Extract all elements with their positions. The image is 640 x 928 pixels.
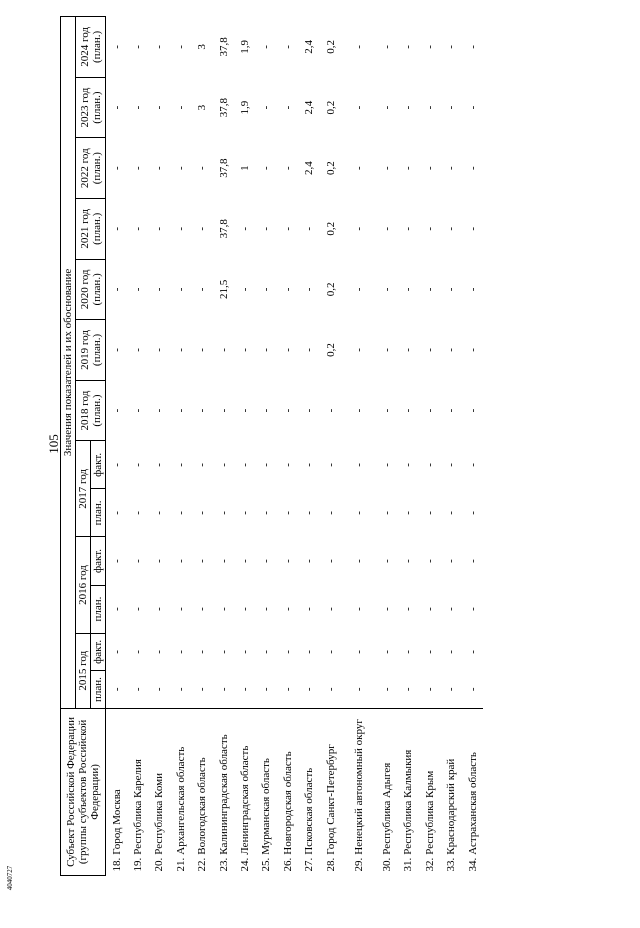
row-subject-name: Республика Крым: [419, 708, 440, 856]
row-value: 37,8: [217, 219, 230, 239]
row-value: 0,2: [324, 221, 337, 236]
row-index: 21.: [174, 857, 187, 872]
row-value: -: [174, 559, 187, 563]
row-value: -: [110, 166, 123, 171]
row-value: -: [174, 511, 187, 515]
row-value: -: [132, 348, 145, 352]
row-value: 1,9: [239, 40, 252, 54]
row-value: -: [402, 408, 415, 413]
row-value: -: [281, 511, 294, 515]
row-value: -: [303, 226, 316, 231]
row-index: 30.: [380, 857, 393, 872]
row-value: -: [132, 105, 145, 110]
row-value: -: [466, 607, 479, 611]
table-row: [462, 17, 483, 876]
row-value: -: [380, 559, 393, 563]
row-value: -: [445, 348, 458, 352]
row-value: -: [132, 511, 145, 515]
row-value: -: [324, 687, 337, 692]
header-plan-year: 2020 год (план.): [76, 259, 106, 320]
row-value: -: [380, 408, 393, 413]
row-value: -: [196, 287, 209, 292]
row-value: -: [132, 650, 145, 654]
row-value: -: [281, 45, 294, 49]
row-value: 3: [196, 44, 209, 50]
row-value: -: [303, 348, 316, 352]
row-value: -: [174, 650, 187, 654]
header-sub-plan: план.: [91, 671, 106, 709]
row-value: -: [466, 511, 479, 515]
table-row: [256, 17, 277, 876]
row-value: -: [380, 511, 393, 515]
row-value: 2,4: [303, 100, 316, 115]
table-row: [127, 17, 148, 876]
row-value: -: [466, 687, 479, 692]
row-value: -: [260, 45, 273, 49]
row-value: -: [174, 408, 187, 413]
row-value: -: [174, 226, 187, 231]
row-value: -: [352, 650, 365, 654]
row-value: -: [281, 226, 294, 231]
row-value: -: [402, 650, 415, 654]
row-value: -: [423, 105, 436, 110]
row-value: -: [174, 348, 187, 352]
row-value: -: [402, 166, 415, 171]
row-subject-name: Ненецкий автономный округ: [341, 708, 376, 856]
table-row: [213, 17, 234, 876]
header-year: 2016 год: [76, 537, 91, 633]
row-index: 26.: [281, 857, 294, 872]
row-value: -: [132, 287, 145, 292]
row-value: -: [110, 511, 123, 515]
table-row: [299, 17, 320, 876]
row-value: -: [217, 559, 230, 563]
row-value: -: [445, 45, 458, 49]
row-value: -: [402, 687, 415, 692]
row-value: -: [352, 463, 365, 467]
row-value: -: [423, 226, 436, 231]
table-row: [234, 17, 255, 876]
row-value: -: [466, 45, 479, 49]
row-subject-name: Город Москва: [106, 708, 128, 856]
row-value: -: [281, 687, 294, 692]
row-value: -: [303, 463, 316, 467]
row-subject-name: Республика Адыгея: [376, 708, 397, 856]
row-value: -: [110, 463, 123, 467]
table-row: [398, 17, 419, 876]
row-value: -: [352, 166, 365, 171]
row-value: -: [110, 408, 123, 413]
row-value: -: [260, 287, 273, 292]
table-row: [341, 17, 376, 876]
row-value: -: [196, 226, 209, 231]
row-value: -: [380, 348, 393, 352]
row-subject-name: Архангельская область: [170, 708, 191, 856]
header-sub-plan: план.: [91, 585, 106, 633]
row-value: -: [402, 287, 415, 292]
header-plan-year: 2021 год (план.): [76, 198, 106, 259]
row-value: -: [217, 687, 230, 692]
row-value: 0,2: [324, 161, 337, 176]
row-value: -: [423, 687, 436, 692]
row-value: -: [196, 511, 209, 515]
row-value: -: [466, 287, 479, 292]
header-plan-year: 2023 год (план.): [76, 77, 106, 138]
row-index: 27.: [303, 857, 316, 872]
row-value: -: [380, 607, 393, 611]
row-value: -: [217, 463, 230, 467]
row-value: -: [174, 463, 187, 467]
row-value: -: [303, 511, 316, 515]
row-subject-name: Краснодарский край: [440, 708, 461, 856]
row-value: -: [217, 511, 230, 515]
row-value: -: [423, 45, 436, 49]
row-value: -: [402, 348, 415, 352]
row-value: -: [281, 650, 294, 654]
row-value: -: [352, 511, 365, 515]
row-value: -: [260, 463, 273, 467]
row-value: -: [466, 650, 479, 654]
row-value: 0,2: [324, 282, 337, 297]
row-value: -: [380, 287, 393, 292]
row-value: -: [324, 559, 337, 563]
row-subject-name: Республика Коми: [149, 708, 170, 856]
table-row: [192, 17, 213, 876]
row-value: -: [445, 166, 458, 171]
row-value: -: [153, 408, 166, 413]
row-value: -: [324, 607, 337, 611]
row-value: -: [239, 607, 252, 611]
row-subject-name: Мурманская область: [256, 708, 277, 856]
row-subject-name: Калининградская область: [213, 708, 234, 856]
row-value: -: [110, 650, 123, 654]
row-value: -: [445, 287, 458, 292]
row-value: -: [153, 348, 166, 352]
row-value: -: [445, 105, 458, 110]
header-sub-fact: факт.: [91, 441, 106, 489]
row-value: -: [260, 105, 273, 110]
row-value: 37,8: [217, 158, 230, 178]
rotated-table-container: [60, 16, 520, 876]
row-subject-name: Республика Карелия: [127, 708, 148, 856]
row-value: -: [153, 105, 166, 110]
row-value: -: [196, 348, 209, 352]
row-value: -: [260, 408, 273, 413]
row-value: -: [466, 408, 479, 413]
row-value: -: [281, 408, 294, 413]
row-value: -: [239, 226, 252, 231]
row-value: -: [153, 463, 166, 467]
row-value: -: [281, 348, 294, 352]
row-value: 0,2: [324, 100, 337, 115]
header-plan-year: 2018 год (план.): [76, 380, 106, 441]
row-value: -: [402, 45, 415, 49]
row-value: -: [402, 607, 415, 611]
row-value: -: [423, 607, 436, 611]
row-value: -: [196, 607, 209, 611]
row-value: -: [352, 348, 365, 352]
row-value: -: [153, 607, 166, 611]
header-sub-fact: факт.: [91, 537, 106, 585]
table-row: [170, 17, 191, 876]
row-value: -: [324, 511, 337, 515]
row-value: -: [423, 559, 436, 563]
row-value: -: [423, 463, 436, 467]
row-value: -: [445, 408, 458, 413]
row-value: -: [380, 687, 393, 692]
row-subject-name: Новгородская область: [277, 708, 298, 856]
indicator-table: [60, 16, 483, 876]
row-value: -: [110, 559, 123, 563]
row-value: 37,8: [217, 37, 230, 57]
header-year: 2015 год: [76, 633, 91, 708]
row-value: -: [239, 559, 252, 563]
row-value: -: [132, 45, 145, 49]
row-value: -: [423, 408, 436, 413]
row-value: -: [303, 607, 316, 611]
row-value: 21,5: [217, 279, 230, 299]
row-value: -: [466, 559, 479, 563]
table-header: [61, 17, 106, 876]
row-index: 25.: [260, 857, 273, 872]
row-value: 2,4: [303, 161, 316, 176]
row-subject-name: Республика Калмыкия: [398, 708, 419, 856]
row-value: -: [132, 166, 145, 171]
row-value: -: [174, 105, 187, 110]
row-value: -: [110, 105, 123, 110]
table-body: [106, 17, 484, 876]
row-value: -: [132, 607, 145, 611]
row-value: -: [281, 559, 294, 563]
row-value: -: [260, 511, 273, 515]
row-value: -: [352, 45, 365, 49]
row-value: -: [352, 607, 365, 611]
row-subject-name: Астраханская область: [462, 708, 483, 856]
row-value: -: [352, 408, 365, 413]
row-value: 1,9: [239, 100, 252, 115]
row-value: -: [153, 226, 166, 231]
row-value: 3: [196, 104, 209, 111]
row-value: 0,2: [324, 343, 337, 357]
row-value: -: [217, 607, 230, 611]
row-index: 24.: [239, 857, 252, 872]
row-value: -: [196, 650, 209, 654]
row-value: 2,4: [303, 40, 316, 54]
row-value: -: [402, 226, 415, 231]
row-value: -: [260, 226, 273, 231]
row-value: -: [260, 166, 273, 171]
row-value: -: [153, 511, 166, 515]
row-value: -: [196, 408, 209, 413]
row-value: -: [352, 559, 365, 563]
row-value: -: [174, 45, 187, 49]
row-value: -: [196, 166, 209, 171]
row-subject-name: Город Санкт-Петербург: [320, 708, 341, 856]
row-value: 37,8: [217, 97, 230, 118]
row-index: 31.: [402, 857, 415, 872]
row-value: -: [196, 559, 209, 563]
row-value: -: [174, 687, 187, 692]
row-value: -: [196, 687, 209, 692]
row-value: -: [132, 226, 145, 231]
row-value: -: [260, 607, 273, 611]
row-value: -: [239, 650, 252, 654]
row-value: -: [132, 559, 145, 563]
row-value: -: [239, 463, 252, 467]
table-row: [320, 17, 341, 876]
row-value: -: [466, 105, 479, 110]
row-value: -: [153, 687, 166, 692]
footer-code: 4040727: [6, 865, 14, 891]
row-value: -: [110, 287, 123, 292]
row-value: -: [217, 348, 230, 352]
row-value: -: [466, 463, 479, 467]
row-index: 28.: [324, 857, 337, 872]
table-row: [440, 17, 461, 876]
row-value: -: [239, 348, 252, 352]
row-value: -: [217, 650, 230, 654]
row-index: 19.: [132, 857, 145, 872]
row-value: -: [380, 226, 393, 231]
header-subject: Субъект Российской Федерации (группы субъектов Российской Федерации): [61, 708, 106, 875]
row-value: -: [110, 687, 123, 692]
row-subject-name: Вологодская область: [192, 708, 213, 856]
table-row: [419, 17, 440, 876]
row-value: -: [110, 45, 123, 49]
header-sub-plan: план.: [91, 489, 106, 537]
row-value: -: [132, 687, 145, 692]
row-value: -: [423, 166, 436, 171]
header-plan-year: 2024 год (план.): [76, 17, 106, 78]
row-subject-name: Псковская область: [299, 708, 320, 856]
row-value: -: [445, 511, 458, 515]
row-value: 1: [239, 165, 252, 171]
row-index: 33.: [445, 857, 458, 872]
row-value: -: [423, 348, 436, 352]
row-value: -: [352, 226, 365, 231]
row-value: -: [110, 226, 123, 231]
row-value: -: [445, 607, 458, 611]
row-value: -: [153, 45, 166, 49]
row-value: -: [239, 511, 252, 515]
row-value: -: [303, 650, 316, 654]
row-value: -: [402, 559, 415, 563]
row-value: -: [239, 687, 252, 692]
row-value: -: [324, 650, 337, 654]
row-value: -: [445, 226, 458, 231]
row-value: -: [445, 463, 458, 467]
row-value: -: [402, 463, 415, 467]
header-year: 2017 год: [76, 441, 91, 537]
row-value: -: [217, 408, 230, 413]
header-sub-fact: факт.: [91, 633, 106, 671]
table-row: [376, 17, 397, 876]
header-plan-year: 2019 год (план.): [76, 320, 106, 381]
row-value: -: [260, 650, 273, 654]
row-value: -: [153, 650, 166, 654]
row-value: -: [132, 463, 145, 467]
row-index: 20.: [153, 857, 166, 872]
row-value: -: [281, 607, 294, 611]
row-value: -: [445, 650, 458, 654]
row-value: -: [352, 105, 365, 110]
row-index: 22.: [196, 857, 209, 872]
row-value: -: [281, 463, 294, 467]
page-number: 105: [46, 434, 61, 454]
row-value: -: [110, 348, 123, 352]
row-index: 18.: [110, 857, 123, 872]
row-value: -: [423, 287, 436, 292]
row-value: -: [110, 607, 123, 611]
header-values-caption: Значения показателей и их обоснование: [61, 17, 76, 709]
row-index: 34.: [466, 857, 479, 872]
row-value: -: [153, 559, 166, 563]
row-value: -: [352, 687, 365, 692]
row-value: -: [153, 166, 166, 171]
row-subject-name: Ленинградская область: [234, 708, 255, 856]
row-value: -: [196, 463, 209, 467]
row-value: -: [153, 287, 166, 292]
row-value: -: [380, 166, 393, 171]
row-index: 29.: [352, 857, 365, 872]
row-value: -: [260, 687, 273, 692]
row-value: -: [380, 105, 393, 110]
row-value: -: [466, 166, 479, 171]
row-value: -: [352, 287, 365, 292]
row-value: -: [132, 408, 145, 413]
row-value: -: [466, 226, 479, 231]
row-value: -: [260, 348, 273, 352]
row-value: -: [324, 408, 337, 413]
row-value: -: [239, 408, 252, 413]
row-value: 0,2: [324, 40, 337, 54]
row-value: -: [281, 287, 294, 292]
row-value: -: [466, 348, 479, 352]
row-value: -: [423, 511, 436, 515]
row-value: -: [281, 166, 294, 171]
row-value: -: [445, 687, 458, 692]
row-value: -: [380, 650, 393, 654]
row-value: -: [174, 607, 187, 611]
row-value: -: [303, 287, 316, 292]
row-value: -: [423, 650, 436, 654]
table-row: [106, 17, 128, 876]
row-value: -: [303, 687, 316, 692]
row-value: -: [281, 105, 294, 110]
row-index: 32.: [423, 857, 436, 872]
row-value: -: [402, 105, 415, 110]
row-value: -: [239, 287, 252, 292]
row-value: -: [174, 287, 187, 292]
row-value: -: [324, 463, 337, 467]
row-value: -: [174, 166, 187, 171]
row-value: -: [303, 559, 316, 563]
row-value: -: [380, 45, 393, 49]
row-value: -: [402, 511, 415, 515]
header-plan-year: 2022 год (план.): [76, 138, 106, 199]
row-value: -: [380, 463, 393, 467]
table-row: [149, 17, 170, 876]
table-row: [277, 17, 298, 876]
row-index: 23.: [217, 857, 230, 872]
row-value: -: [260, 559, 273, 563]
row-value: -: [445, 559, 458, 563]
row-value: -: [303, 408, 316, 413]
